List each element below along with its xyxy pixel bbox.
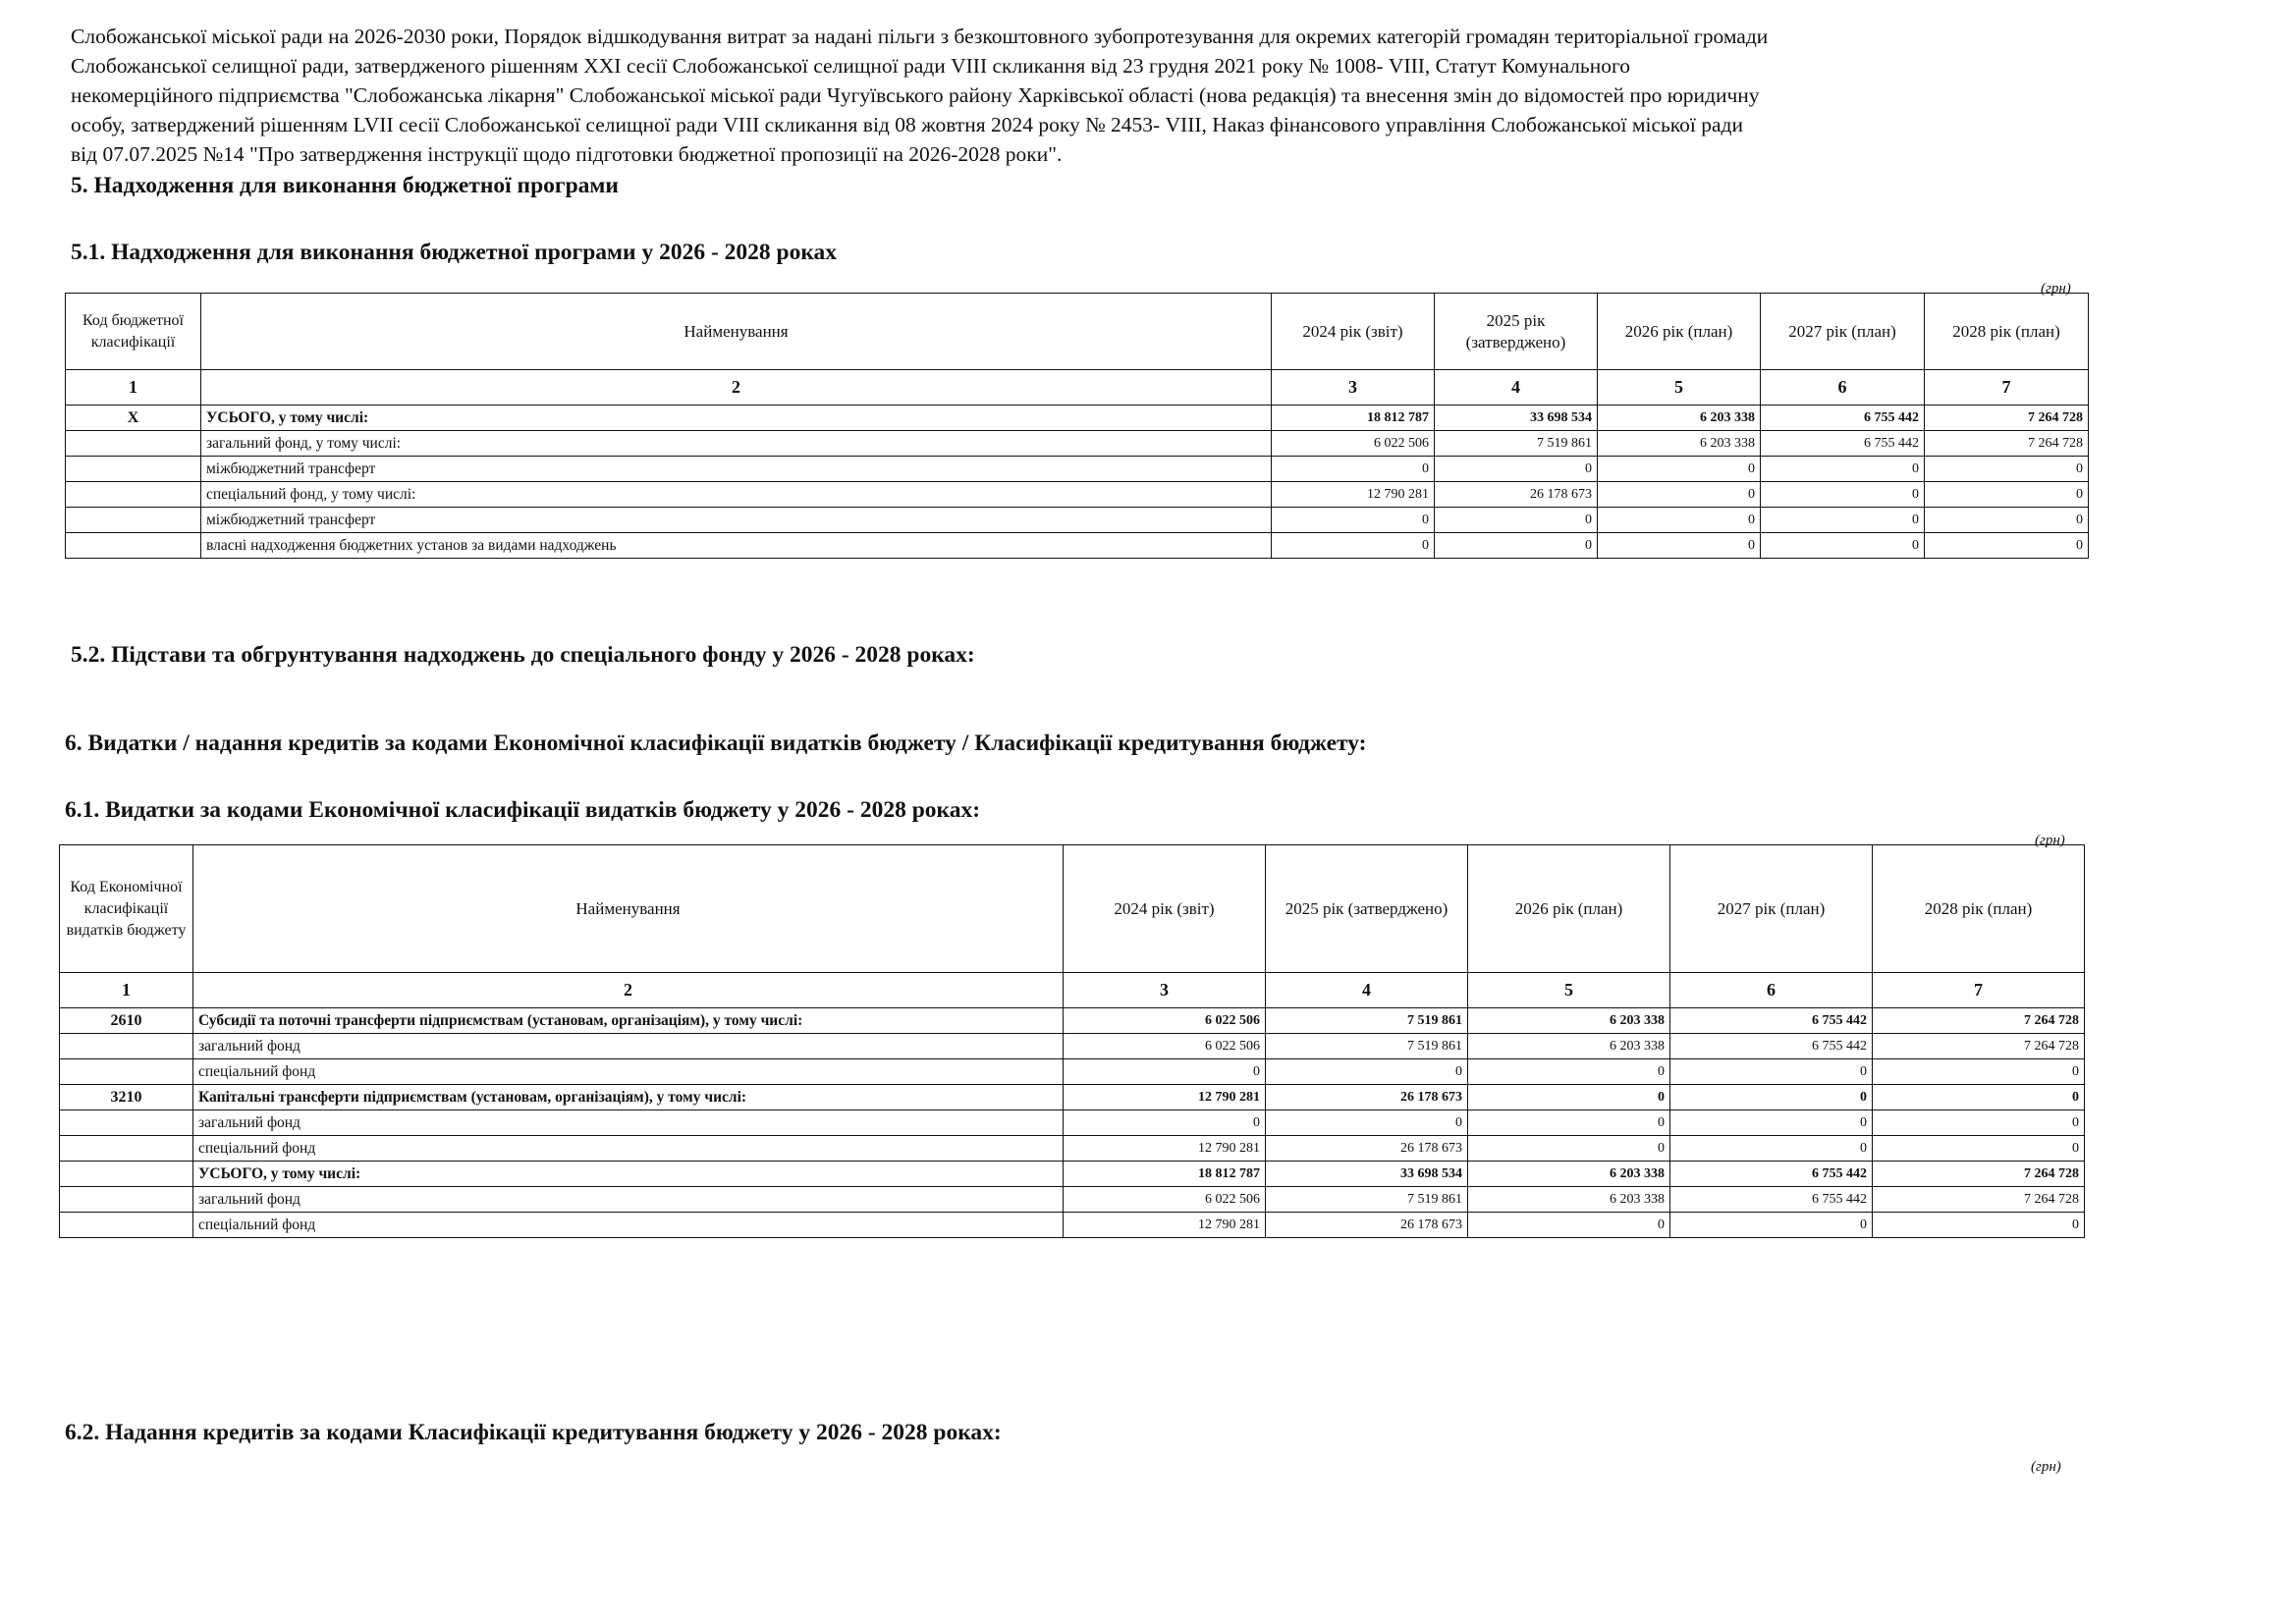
- amount-cell: 0: [1873, 1136, 2085, 1162]
- classification-code-cell: [60, 1034, 193, 1059]
- column-number: 4: [1266, 973, 1468, 1008]
- table-row: [60, 1187, 2085, 1213]
- classification-code-cell: [66, 508, 201, 533]
- classification-code-cell: [60, 1187, 193, 1213]
- table-row: [66, 533, 2089, 559]
- amount-cell: 18 812 787: [1064, 1162, 1266, 1187]
- item-name-cell: спеціальний фонд, у тому числі:: [201, 482, 1272, 508]
- header-cell: 2027 рік (план): [1761, 294, 1925, 370]
- item-name-cell: загальний фонд: [193, 1187, 1064, 1213]
- classification-code-cell: [66, 533, 201, 559]
- item-name-cell: загальний фонд, у тому числі:: [201, 431, 1272, 457]
- item-name-cell: міжбюджетний трансферт: [201, 508, 1272, 533]
- amount-cell: 7 519 861: [1266, 1034, 1468, 1059]
- amount-cell: 12 790 281: [1064, 1136, 1266, 1162]
- amount-cell: 12 790 281: [1272, 482, 1435, 508]
- column-number-row: [60, 973, 2085, 1008]
- amount-cell: 0: [1873, 1213, 2085, 1238]
- amount-cell: 7 519 861: [1266, 1187, 1468, 1213]
- table-row: [60, 1008, 2085, 1034]
- amount-cell: 0: [1266, 1059, 1468, 1085]
- intro-line: Слобожанської селищної ради, затвердженого рішенням ХХІ сесії Слобожанської селищної ради VIII скликання від 23 грудня 2021 року № 1008- VIII, Статут Комунального: [71, 54, 1631, 78]
- amount-cell: 0: [1598, 482, 1761, 508]
- column-number-row: [66, 370, 2089, 406]
- item-name-cell: спеціальний фонд: [193, 1059, 1064, 1085]
- intro-line: від 07.07.2025 №14 "Про затвердження інструкції щодо підготовки бюджетної пропозиції на 2026-2028 роки".: [71, 142, 1063, 166]
- classification-code-cell: [60, 1213, 193, 1238]
- amount-cell: 33 698 534: [1266, 1162, 1468, 1187]
- amount-cell: 0: [1670, 1059, 1873, 1085]
- table-row: [60, 1110, 2085, 1136]
- amount-cell: 6 203 338: [1468, 1008, 1670, 1034]
- header-cell: 2028 рік (план): [1925, 294, 2089, 370]
- table-row: [60, 1085, 2085, 1110]
- amount-cell: 6 755 442: [1670, 1187, 1873, 1213]
- item-name-cell: УСЬОГО, у тому числі:: [193, 1162, 1064, 1187]
- table-row: [60, 1034, 2085, 1059]
- amount-cell: 33 698 534: [1435, 406, 1598, 431]
- amount-cell: 0: [1761, 457, 1925, 482]
- classification-code-cell: [60, 1162, 193, 1187]
- header-cell: 2027 рік (план): [1670, 845, 1873, 973]
- column-number: 2: [201, 370, 1272, 406]
- amount-cell: 0: [1598, 457, 1761, 482]
- amount-cell: 26 178 673: [1266, 1085, 1468, 1110]
- amount-cell: 0: [1435, 457, 1598, 482]
- amount-cell: 0: [1272, 508, 1435, 533]
- header-cell: 2026 рік (план): [1468, 845, 1670, 973]
- section-5-2-heading: 5.2. Підстави та обгрунтування надходжень до спеціального фонду у 2026 - 2028 роках:: [71, 642, 975, 668]
- item-name-cell: власні надходження бюджетних установ за видами надходжень: [201, 533, 1272, 559]
- classification-code-cell: Х: [66, 406, 201, 431]
- header-cell: 2028 рік (план): [1873, 845, 2085, 973]
- amount-cell: 0: [1925, 508, 2089, 533]
- amount-cell: 0: [1435, 508, 1598, 533]
- amount-cell: 18 812 787: [1272, 406, 1435, 431]
- table-row: [66, 482, 2089, 508]
- intro-line: некомерційного підприємства "Слобожанська лікарня" Слобожанської міської ради Чугуївського району Харківської області (нова редакція) та внесення змін до відомостей про юридичну: [71, 83, 1760, 107]
- classification-code-cell: [60, 1110, 193, 1136]
- currency-unit-label: (грн): [2035, 833, 2065, 848]
- amount-cell: 6 203 338: [1598, 406, 1761, 431]
- amount-cell: 7 264 728: [1873, 1162, 2085, 1187]
- header-cell: 2026 рік (план): [1598, 294, 1761, 370]
- table-row: [60, 1136, 2085, 1162]
- item-name-cell: УСЬОГО, у тому числі:: [201, 406, 1272, 431]
- item-name-cell: Субсидії та поточні трансферти підприємствам (установам, організаціям), у тому числі:: [193, 1008, 1064, 1034]
- classification-code-cell: [60, 1136, 193, 1162]
- item-name-cell: міжбюджетний трансферт: [201, 457, 1272, 482]
- amount-cell: 6 203 338: [1598, 431, 1761, 457]
- amount-cell: 6 022 506: [1272, 431, 1435, 457]
- amount-cell: 6 755 442: [1670, 1162, 1873, 1187]
- amount-cell: 6 203 338: [1468, 1162, 1670, 1187]
- intro-paragraph: [71, 22, 2094, 169]
- header-cell: 2025 рік (затверджено): [1266, 845, 1468, 973]
- column-number: 7: [1873, 973, 2085, 1008]
- table-row: [66, 457, 2089, 482]
- table-row: [60, 1213, 2085, 1238]
- amount-cell: 0: [1468, 1059, 1670, 1085]
- amount-cell: 0: [1064, 1110, 1266, 1136]
- receipts-table: [65, 293, 2089, 559]
- table-row: [66, 431, 2089, 457]
- amount-cell: 0: [1468, 1110, 1670, 1136]
- section-6-heading: 6. Видатки / надання кредитів за кодами Економічної класифікації видатків бюджету / Класифікації кредитування бюджету:: [65, 730, 1367, 756]
- classification-code-cell: [66, 431, 201, 457]
- amount-cell: 7 264 728: [1925, 431, 2089, 457]
- column-number: 4: [1435, 370, 1598, 406]
- amount-cell: 7 519 861: [1435, 431, 1598, 457]
- classification-code-cell: 3210: [60, 1085, 193, 1110]
- amount-cell: 0: [1468, 1213, 1670, 1238]
- amount-cell: 7 264 728: [1925, 406, 2089, 431]
- amount-cell: 12 790 281: [1064, 1213, 1266, 1238]
- section-6-1-heading: 6.1. Видатки за кодами Економічної класифікації видатків бюджету у 2026 - 2028 роках:: [65, 797, 981, 823]
- amount-cell: 0: [1435, 533, 1598, 559]
- amount-cell: 7 264 728: [1873, 1034, 2085, 1059]
- table-header-row: [66, 294, 2089, 370]
- intro-line: особу, затверджений рішенням LVII сесії Слобожанської селищної ради VIII скликання від 08 жовтня 2024 року № 2453- VIII, Наказ фінансового управління Слобожанської міської ради: [71, 113, 1743, 136]
- amount-cell: 6 203 338: [1468, 1034, 1670, 1059]
- column-number: 3: [1064, 973, 1266, 1008]
- column-number: 7: [1925, 370, 2089, 406]
- header-cell: 2024 рік (звіт): [1064, 845, 1266, 973]
- amount-cell: 6 022 506: [1064, 1034, 1266, 1059]
- amount-cell: 0: [1670, 1110, 1873, 1136]
- amount-cell: 0: [1064, 1059, 1266, 1085]
- amount-cell: 0: [1925, 533, 2089, 559]
- amount-cell: 0: [1670, 1136, 1873, 1162]
- amount-cell: 0: [1761, 482, 1925, 508]
- column-number: 1: [66, 370, 201, 406]
- classification-code-cell: [66, 457, 201, 482]
- amount-cell: 7 519 861: [1266, 1008, 1468, 1034]
- column-number: 2: [193, 973, 1064, 1008]
- amount-cell: 0: [1670, 1085, 1873, 1110]
- amount-cell: 6 203 338: [1468, 1187, 1670, 1213]
- header-cell: Код бюджетної класифікації: [66, 294, 201, 370]
- amount-cell: 0: [1266, 1110, 1468, 1136]
- classification-code-cell: [60, 1059, 193, 1085]
- amount-cell: 0: [1468, 1136, 1670, 1162]
- amount-cell: 0: [1873, 1059, 2085, 1085]
- section-6-2-heading: 6.2. Надання кредитів за кодами Класифікації кредитування бюджету у 2026 - 2028 роках:: [65, 1420, 1002, 1445]
- header-cell: 2024 рік (звіт): [1272, 294, 1435, 370]
- amount-cell: 0: [1468, 1085, 1670, 1110]
- amount-cell: 26 178 673: [1266, 1213, 1468, 1238]
- amount-cell: 0: [1873, 1085, 2085, 1110]
- column-number: 5: [1598, 370, 1761, 406]
- table-row: [60, 1059, 2085, 1085]
- item-name-cell: загальний фонд: [193, 1110, 1064, 1136]
- table-row: [66, 508, 2089, 533]
- table-row: [60, 1162, 2085, 1187]
- amount-cell: 0: [1598, 508, 1761, 533]
- column-number: 5: [1468, 973, 1670, 1008]
- amount-cell: 0: [1272, 457, 1435, 482]
- amount-cell: 12 790 281: [1064, 1085, 1266, 1110]
- table-row: [66, 406, 2089, 431]
- column-number: 6: [1670, 973, 1873, 1008]
- classification-code-cell: [66, 482, 201, 508]
- column-number: 3: [1272, 370, 1435, 406]
- column-number: 1: [60, 973, 193, 1008]
- column-number: 6: [1761, 370, 1925, 406]
- header-cell: Найменування: [193, 845, 1064, 973]
- table-header-row: [60, 845, 2085, 973]
- amount-cell: 6 755 442: [1761, 431, 1925, 457]
- amount-cell: 6 755 442: [1670, 1008, 1873, 1034]
- currency-unit-label: (грн): [2031, 1459, 2061, 1475]
- currency-unit-label: (грн): [2041, 281, 2071, 297]
- amount-cell: 0: [1272, 533, 1435, 559]
- header-cell: Код Економічної класифікації видатків бюджету: [60, 845, 193, 973]
- item-name-cell: спеціальний фонд: [193, 1136, 1064, 1162]
- item-name-cell: Капітальні трансферти підприємствам (установам, організаціям), у тому числі:: [193, 1085, 1064, 1110]
- item-name-cell: спеціальний фонд: [193, 1213, 1064, 1238]
- section-5-1-heading: 5.1. Надходження для виконання бюджетної програми у 2026 - 2028 роках: [71, 240, 838, 265]
- amount-cell: 6 022 506: [1064, 1187, 1266, 1213]
- amount-cell: 0: [1761, 508, 1925, 533]
- amount-cell: 6 755 442: [1761, 406, 1925, 431]
- header-cell: Найменування: [201, 294, 1272, 370]
- intro-line: Слобожанської міської ради на 2026-2030 роки, Порядок відшкодування витрат за надані пільги з безкоштовного зубопротезування для окремих категорій громадян територіальної громади: [71, 25, 1769, 48]
- section-5-heading: 5. Надходження для виконання бюджетної програми: [71, 173, 619, 198]
- amount-cell: 6 022 506: [1064, 1008, 1266, 1034]
- amount-cell: 0: [1761, 533, 1925, 559]
- classification-code-cell: 2610: [60, 1008, 193, 1034]
- item-name-cell: загальний фонд: [193, 1034, 1064, 1059]
- amount-cell: 7 264 728: [1873, 1008, 2085, 1034]
- amount-cell: 26 178 673: [1266, 1136, 1468, 1162]
- header-cell: 2025 рік (затверджено): [1435, 294, 1598, 370]
- amount-cell: 26 178 673: [1435, 482, 1598, 508]
- amount-cell: 6 755 442: [1670, 1034, 1873, 1059]
- amount-cell: 7 264 728: [1873, 1187, 2085, 1213]
- amount-cell: 0: [1925, 482, 2089, 508]
- expenditures-table: [59, 844, 2085, 1238]
- amount-cell: 0: [1670, 1213, 1873, 1238]
- amount-cell: 0: [1925, 457, 2089, 482]
- amount-cell: 0: [1598, 533, 1761, 559]
- amount-cell: 0: [1873, 1110, 2085, 1136]
